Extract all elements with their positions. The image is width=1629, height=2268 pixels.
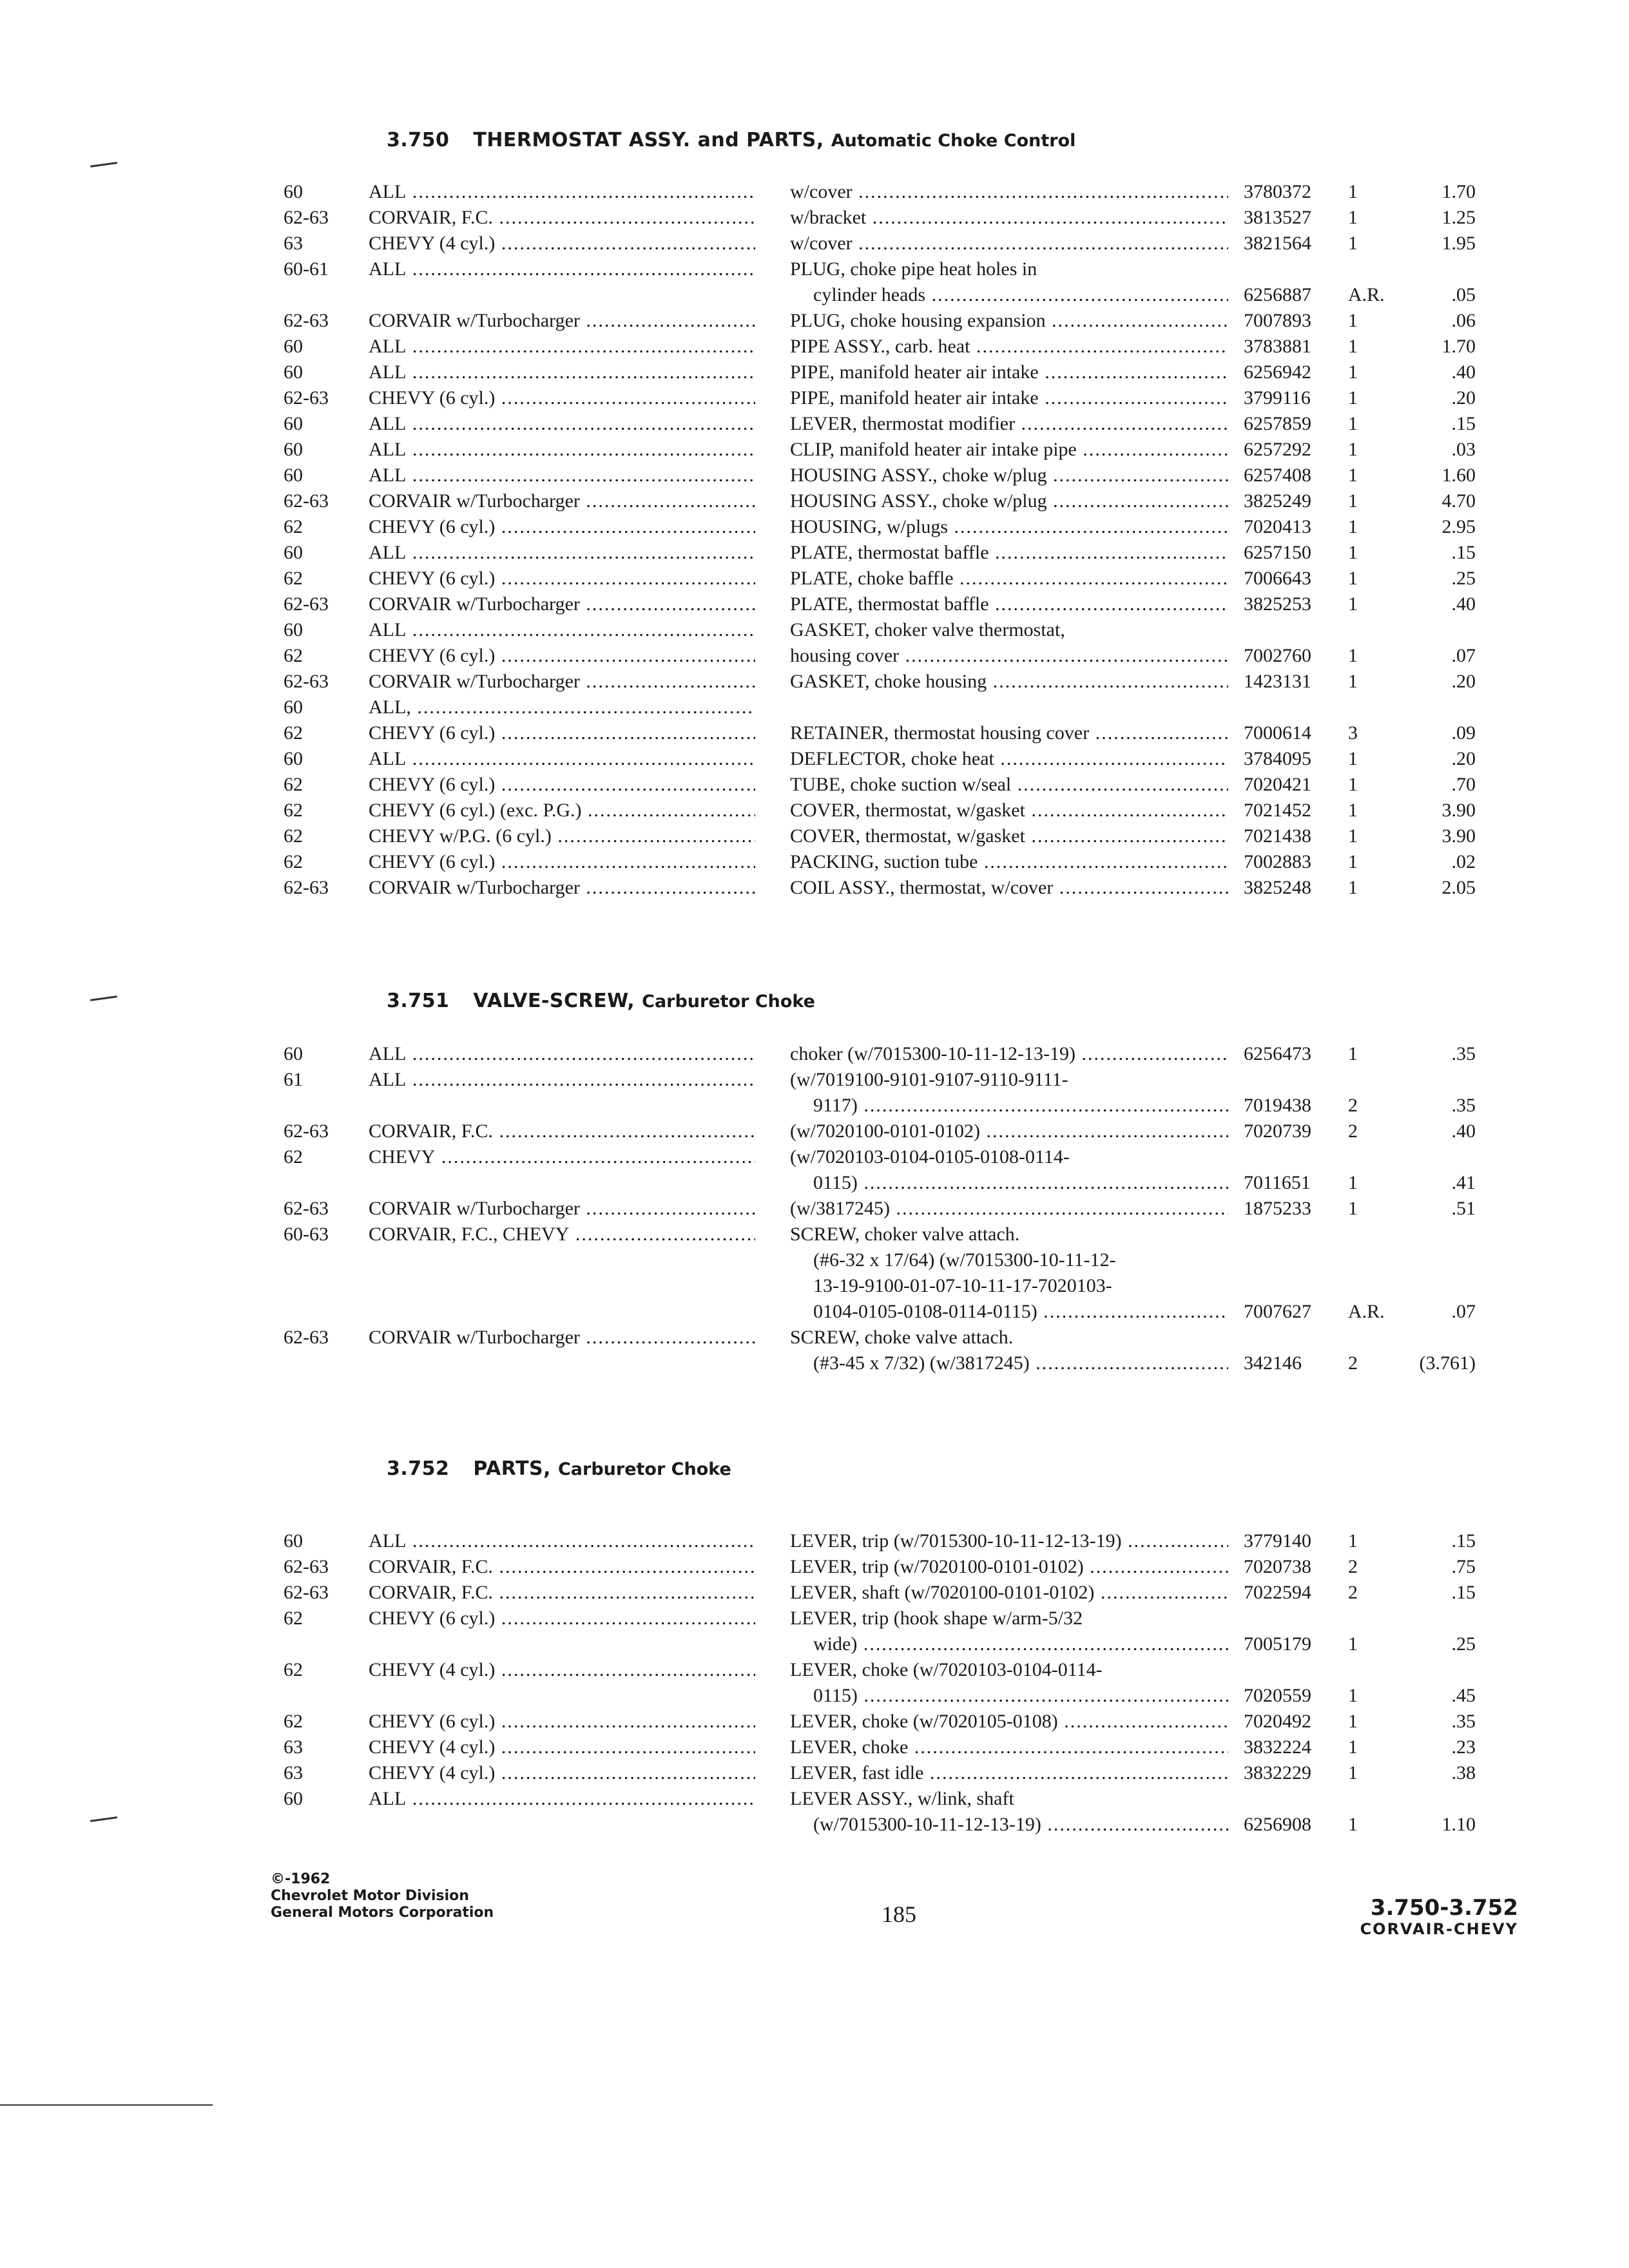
price-cell: .15 (1451, 1530, 1476, 1552)
application-cell: CORVAIR w/Turbocharger ..... (369, 875, 755, 901)
part-number-cell: 7007893 (1244, 310, 1311, 331)
part-number-cell: 3813527 (1244, 207, 1311, 228)
model-label: CORVAIR-CHEVY (1360, 1920, 1518, 1938)
description-cell: COVER, thermostat, w/gasket ..... (790, 823, 1228, 849)
quantity-cell: 1 (1348, 465, 1358, 486)
year-cell: 60 (284, 748, 303, 769)
quantity-cell: 1 (1348, 877, 1358, 898)
part-number-cell: 6256887 (1244, 284, 1311, 305)
part-number-cell: 1875233 (1244, 1198, 1311, 1219)
price-cell: (3.761) (1419, 1352, 1476, 1374)
quantity-cell: 1 (1348, 1198, 1358, 1219)
quantity-cell: 2 (1348, 1095, 1358, 1116)
price-cell: .15 (1451, 1582, 1476, 1603)
description-cell: LEVER, trip (w/7020100-0101-0102) ..... (790, 1554, 1228, 1580)
year-cell: 62-63 (284, 1120, 329, 1142)
year-cell: 60 (284, 542, 303, 563)
quantity-cell: 1 (1348, 1043, 1358, 1064)
price-cell: .15 (1451, 413, 1476, 434)
application-cell: ALL ..... (369, 437, 755, 463)
part-number-cell: 3821564 (1244, 233, 1311, 254)
year-cell: 62 (284, 1659, 303, 1680)
application-cell: ALL ..... (369, 1786, 755, 1812)
quantity-cell: 1 (1348, 490, 1358, 512)
quantity-cell: 1 (1348, 568, 1358, 589)
application-cell: CHEVY (6 cyl.) ..... (369, 566, 755, 591)
description-cell: LEVER, fast idle ..... (790, 1760, 1228, 1786)
section-range: 3.750-3.752 (1370, 1895, 1518, 1921)
application-cell: CORVAIR w/Turbocharger ..... (369, 1196, 755, 1222)
year-cell: 61 (284, 1069, 303, 1090)
description-cell: (w/7015300-10-11-12-13-19) ..... (813, 1812, 1228, 1838)
application-cell: CHEVY ..... (369, 1144, 755, 1170)
price-cell: .51 (1451, 1198, 1476, 1219)
description-cell: PACKING, suction tube ..... (790, 849, 1228, 875)
description-cell: PLATE, thermostat baffle ..... (790, 540, 1228, 566)
application-cell: ALL ..... (369, 746, 755, 772)
year-cell: 62 (284, 1711, 303, 1732)
year-cell: 60-63 (284, 1224, 329, 1245)
description-cell: LEVER ASSY., w/link, shaft (790, 1788, 1014, 1809)
description-cell: GASKET, choker valve thermostat, (790, 619, 1065, 640)
description-cell: LEVER, shaft (w/7020100-0101-0102) ..... (790, 1580, 1228, 1606)
year-cell: 63 (284, 1736, 303, 1758)
part-number-cell: 7011651 (1244, 1172, 1311, 1193)
application-cell: ALL ..... (369, 179, 755, 205)
application-cell: ALL ..... (369, 334, 755, 360)
price-cell: .20 (1451, 671, 1476, 692)
description-cell: PIPE, manifold heater air intake ..... (790, 385, 1228, 411)
part-number-cell: 3825253 (1244, 593, 1311, 615)
quantity-cell: 1 (1348, 413, 1358, 434)
year-cell: 63 (284, 1762, 303, 1783)
year-cell: 62-63 (284, 490, 329, 512)
quantity-cell: 1 (1348, 542, 1358, 563)
quantity-cell: 1 (1348, 593, 1358, 615)
year-cell: 60 (284, 413, 303, 434)
quantity-cell: A.R. (1348, 1301, 1385, 1322)
price-cell: .05 (1451, 284, 1476, 305)
quantity-cell: 1 (1348, 439, 1358, 460)
price-cell: .35 (1451, 1095, 1476, 1116)
application-cell: ALL ..... (369, 411, 755, 437)
description-cell: (#6-32 x 17/64) (w/7015300-10-11-12- (813, 1249, 1116, 1271)
application-cell: CORVAIR, F.C., CHEVY ..... (369, 1222, 755, 1247)
description-cell: cylinder heads ..... (813, 282, 1228, 308)
year-cell: 60 (284, 361, 303, 383)
part-number-cell: 7005179 (1244, 1633, 1311, 1655)
price-cell: .25 (1451, 568, 1476, 589)
quantity-cell: 1 (1348, 361, 1358, 383)
price-cell: .38 (1451, 1762, 1476, 1783)
description-cell: COVER, thermostat, w/gasket ..... (790, 798, 1228, 823)
margin-mark (0, 2104, 213, 2106)
part-number-cell: 7019438 (1244, 1095, 1311, 1116)
price-cell: .07 (1451, 645, 1476, 666)
application-cell: CHEVY (6 cyl.) ..... (369, 849, 755, 875)
quantity-cell: 1 (1348, 1633, 1358, 1655)
price-cell: 1.70 (1441, 336, 1476, 357)
part-number-cell: 7021438 (1244, 825, 1311, 847)
description-cell: w/cover ..... (790, 179, 1228, 205)
year-cell: 62 (284, 516, 303, 537)
description-cell: HOUSING, w/plugs ..... (790, 514, 1228, 540)
year-cell: 62-63 (284, 593, 329, 615)
application-cell: CHEVY (6 cyl.) ..... (369, 720, 755, 746)
price-cell: 1.95 (1441, 233, 1476, 254)
year-cell: 62-63 (284, 387, 329, 408)
margin-mark (90, 162, 117, 168)
price-cell: .02 (1451, 851, 1476, 872)
year-cell: 60 (284, 439, 303, 460)
quantity-cell: 1 (1348, 825, 1358, 847)
description-cell: LEVER, choke (w/7020105-0108) ..... (790, 1709, 1228, 1735)
application-cell: ALL ..... (369, 256, 755, 282)
price-cell: 4.70 (1441, 490, 1476, 512)
part-number-cell: 7020738 (1244, 1556, 1311, 1577)
description-cell: (w/7019100-9101-9107-9110-9111- (790, 1069, 1068, 1090)
section-title (387, 1457, 731, 1480)
year-cell: 60 (284, 336, 303, 357)
quantity-cell: 1 (1348, 336, 1358, 357)
description-cell: LEVER, trip (w/7015300-10-11-12-13-19) ..... (790, 1528, 1228, 1554)
year-cell: 62-63 (284, 207, 329, 228)
description-cell: (w/3817245) ..... (790, 1196, 1228, 1222)
part-number-cell: 6257292 (1244, 439, 1311, 460)
year-cell: 62 (284, 568, 303, 589)
quantity-cell: 1 (1348, 748, 1358, 769)
section-title (387, 129, 1075, 151)
year-cell: 60 (284, 181, 303, 202)
year-cell: 62-63 (284, 1198, 329, 1219)
description-cell: SCREW, choke valve attach. (790, 1327, 1014, 1348)
part-number-cell: 7006643 (1244, 568, 1311, 589)
quantity-cell: 1 (1348, 1711, 1358, 1732)
section-number: 3.750 (387, 129, 450, 151)
price-cell: .06 (1451, 310, 1476, 331)
part-number-cell: 7002883 (1244, 851, 1311, 872)
price-cell: 1.10 (1441, 1814, 1476, 1835)
section-heading: THERMOSTAT ASSY. and PARTS, (473, 129, 824, 151)
price-cell: .15 (1451, 542, 1476, 563)
year-cell: 62 (284, 774, 303, 795)
year-cell: 62 (284, 1608, 303, 1629)
section-subheading: Automatic Choke Control (831, 131, 1076, 151)
price-cell: .35 (1451, 1711, 1476, 1732)
part-number-cell: 7020739 (1244, 1120, 1311, 1142)
part-number-cell: 6256942 (1244, 361, 1311, 383)
quantity-cell: 1 (1348, 1172, 1358, 1193)
part-number-cell: 3832229 (1244, 1762, 1311, 1783)
price-cell: 2.95 (1441, 516, 1476, 537)
quantity-cell: 2 (1348, 1352, 1358, 1374)
application-cell: CORVAIR, F.C. ..... (369, 1554, 755, 1580)
part-number-cell: 7000614 (1244, 722, 1311, 744)
section-heading: VALVE-SCREW, (473, 990, 635, 1012)
quantity-cell: 2 (1348, 1120, 1358, 1142)
quantity-cell: A.R. (1348, 284, 1385, 305)
year-cell: 62 (284, 800, 303, 821)
year-cell: 62-63 (284, 877, 329, 898)
copyright: ©-1962 (271, 1871, 331, 1887)
part-number-cell: 342146 (1244, 1352, 1302, 1374)
year-cell: 60 (284, 619, 303, 640)
year-cell: 62 (284, 825, 303, 847)
price-cell: 3.90 (1441, 825, 1476, 847)
margin-mark (90, 995, 117, 1001)
application-cell: CHEVY (4 cyl.) ..... (369, 231, 755, 256)
price-cell: .40 (1451, 361, 1476, 383)
section-heading: PARTS, (473, 1457, 552, 1480)
application-cell: ALL ..... (369, 1067, 755, 1093)
part-number-cell: 6256908 (1244, 1814, 1311, 1835)
application-cell: ALL ..... (369, 540, 755, 566)
year-cell: 60-61 (284, 258, 329, 280)
price-cell: .20 (1451, 748, 1476, 769)
footer-copyright-block (271, 1871, 494, 1921)
part-number-cell: 3825249 (1244, 490, 1311, 512)
footer-section-block (1360, 1896, 1518, 1938)
application-cell: ALL, ..... (369, 695, 755, 720)
price-cell: .40 (1451, 1120, 1476, 1142)
price-cell: 2.05 (1441, 877, 1476, 898)
section-number: 3.751 (387, 990, 450, 1012)
price-cell: 3.90 (1441, 800, 1476, 821)
application-cell: CHEVY w/P.G. (6 cyl.) ..... (369, 823, 755, 849)
part-number-cell: 7020413 (1244, 516, 1311, 537)
application-cell: CHEVY (6 cyl.) ..... (369, 772, 755, 798)
description-cell: LEVER, trip (hook shape w/arm-5/32 (790, 1608, 1083, 1629)
price-cell: 1.70 (1441, 181, 1476, 202)
division: Chevrolet Motor Division (271, 1888, 469, 1904)
part-number-cell: 7002760 (1244, 645, 1311, 666)
price-cell: .70 (1451, 774, 1476, 795)
part-number-cell: 7021452 (1244, 800, 1311, 821)
quantity-cell: 1 (1348, 1736, 1358, 1758)
description-cell: 9117) ..... (813, 1093, 1228, 1119)
description-cell: w/cover ..... (790, 231, 1228, 256)
part-number-cell: 6256473 (1244, 1043, 1311, 1064)
price-cell: .03 (1451, 439, 1476, 460)
description-cell: (#3-45 x 7/32) (w/3817245) ..... (813, 1350, 1228, 1376)
quantity-cell: 1 (1348, 774, 1358, 795)
description-cell: LEVER, choke ..... (790, 1735, 1228, 1760)
application-cell: CORVAIR, F.C. ..... (369, 1580, 755, 1606)
part-number-cell: 7022594 (1244, 1582, 1311, 1603)
application-cell: CHEVY (4 cyl.) ..... (369, 1735, 755, 1760)
quantity-cell: 1 (1348, 1530, 1358, 1552)
description-cell: RETAINER, thermostat housing cover ..... (790, 720, 1228, 746)
year-cell: 62-63 (284, 671, 329, 692)
description-cell: PLUG, choke pipe heat holes in (790, 258, 1037, 280)
description-cell: 13-19-9100-01-07-10-11-17-7020103- (813, 1275, 1112, 1296)
part-number-cell: 3784095 (1244, 748, 1311, 769)
part-number-cell: 3799116 (1244, 387, 1311, 408)
part-number-cell: 7007627 (1244, 1301, 1311, 1322)
application-cell: CHEVY (6 cyl.) ..... (369, 1709, 755, 1735)
application-cell: CORVAIR w/Turbocharger ..... (369, 488, 755, 514)
price-cell: .07 (1451, 1301, 1476, 1322)
description-cell: choker (w/7015300-10-11-12-13-19) ..... (790, 1041, 1228, 1067)
quantity-cell: 2 (1348, 1556, 1358, 1577)
application-cell: CORVAIR w/Turbocharger ..... (369, 591, 755, 617)
application-cell: ALL ..... (369, 1041, 755, 1067)
part-number-cell: 1423131 (1244, 671, 1311, 692)
quantity-cell: 3 (1348, 722, 1358, 744)
quantity-cell: 1 (1348, 851, 1358, 872)
description-cell: PLATE, thermostat baffle ..... (790, 591, 1228, 617)
part-number-cell: 7020421 (1244, 774, 1311, 795)
year-cell: 62-63 (284, 1582, 329, 1603)
quantity-cell: 1 (1348, 671, 1358, 692)
quantity-cell: 1 (1348, 1685, 1358, 1706)
description-cell: LEVER, choke (w/7020103-0104-0114- (790, 1659, 1103, 1680)
price-cell: .20 (1451, 387, 1476, 408)
part-number-cell: 3825248 (1244, 877, 1311, 898)
part-number-cell: 3780372 (1244, 181, 1311, 202)
part-number-cell: 6257408 (1244, 465, 1311, 486)
description-cell: (w/7020103-0104-0105-0108-0114- (790, 1146, 1070, 1168)
application-cell: CORVAIR w/Turbocharger ..... (369, 1325, 755, 1350)
year-cell: 60 (284, 697, 303, 718)
application-cell: CHEVY (4 cyl.) ..... (369, 1760, 755, 1786)
application-cell: ALL ..... (369, 360, 755, 385)
year-cell: 62-63 (284, 1556, 329, 1577)
application-cell: CORVAIR w/Turbocharger ..... (369, 308, 755, 334)
quantity-cell: 1 (1348, 233, 1358, 254)
description-cell: wide) ..... (813, 1631, 1228, 1657)
corporation: General Motors Corporation (271, 1905, 494, 1921)
price-cell: .25 (1451, 1633, 1476, 1655)
part-number-cell: 7020492 (1244, 1711, 1311, 1732)
part-number-cell: 3779140 (1244, 1530, 1311, 1552)
description-cell: housing cover ..... (790, 643, 1228, 669)
description-cell: TUBE, choke suction w/seal ..... (790, 772, 1228, 798)
description-cell: PLUG, choke housing expansion ..... (790, 308, 1228, 334)
description-cell: GASKET, choke housing ..... (790, 669, 1228, 695)
application-cell: CHEVY (6 cyl.) ..... (369, 514, 755, 540)
price-cell: .40 (1451, 593, 1476, 615)
price-cell: .75 (1451, 1556, 1476, 1577)
year-cell: 60 (284, 1043, 303, 1064)
price-cell: 1.60 (1441, 465, 1476, 486)
quantity-cell: 1 (1348, 207, 1358, 228)
year-cell: 62-63 (284, 310, 329, 331)
year-cell: 62 (284, 645, 303, 666)
application-cell: ALL ..... (369, 1528, 755, 1554)
year-cell: 62 (284, 722, 303, 744)
year-cell: 60 (284, 465, 303, 486)
year-cell: 60 (284, 1530, 303, 1552)
page-number: 185 (882, 1901, 916, 1927)
year-cell: 60 (284, 1788, 303, 1809)
description-cell: PIPE ASSY., carb. heat ..... (790, 334, 1228, 360)
section-subheading: Carburetor Choke (642, 992, 815, 1012)
section-title (387, 990, 815, 1012)
application-cell: CORVAIR, F.C. ..... (369, 1119, 755, 1144)
quantity-cell: 1 (1348, 181, 1358, 202)
section-subheading: Carburetor Choke (557, 1459, 731, 1479)
quantity-cell: 2 (1348, 1582, 1358, 1603)
description-cell: (w/7020100-0101-0102) ..... (790, 1119, 1228, 1144)
description-cell: 0115) ..... (813, 1683, 1228, 1709)
year-cell: 62 (284, 1146, 303, 1168)
application-cell: CHEVY (4 cyl.) ..... (369, 1657, 755, 1683)
quantity-cell: 1 (1348, 1814, 1358, 1835)
year-cell: 62 (284, 851, 303, 872)
margin-mark (90, 1816, 117, 1822)
application-cell: CHEVY (6 cyl.) ..... (369, 643, 755, 669)
quantity-cell: 1 (1348, 310, 1358, 331)
year-cell: 63 (284, 233, 303, 254)
price-cell: .35 (1451, 1043, 1476, 1064)
quantity-cell: 1 (1348, 516, 1358, 537)
price-cell: .09 (1451, 722, 1476, 744)
description-cell: HOUSING ASSY., choke w/plug ..... (790, 463, 1228, 488)
quantity-cell: 1 (1348, 1762, 1358, 1783)
application-cell: ALL ..... (369, 463, 755, 488)
application-cell: CORVAIR w/Turbocharger ..... (369, 669, 755, 695)
part-number-cell: 3783881 (1244, 336, 1311, 357)
description-cell: COIL ASSY., thermostat, w/cover ..... (790, 875, 1228, 901)
quantity-cell: 1 (1348, 387, 1358, 408)
description-cell: CLIP, manifold heater air intake pipe ..... (790, 437, 1228, 463)
application-cell: CHEVY (6 cyl.) ..... (369, 385, 755, 411)
description-cell: 0115) ..... (813, 1170, 1228, 1196)
price-cell: .41 (1451, 1172, 1476, 1193)
part-number-cell: 6257859 (1244, 413, 1311, 434)
application-cell: CHEVY (6 cyl.) ..... (369, 1606, 755, 1631)
price-cell: .45 (1451, 1685, 1476, 1706)
section-number: 3.752 (387, 1457, 450, 1480)
part-number-cell: 7020559 (1244, 1685, 1311, 1706)
description-cell: PIPE, manifold heater air intake ..... (790, 360, 1228, 385)
part-number-cell: 6257150 (1244, 542, 1311, 563)
description-cell: 0104-0105-0108-0114-0115) ..... (813, 1299, 1228, 1325)
price-cell: .23 (1451, 1736, 1476, 1758)
application-cell: CORVAIR, F.C. ..... (369, 205, 755, 231)
application-cell: CHEVY (6 cyl.) (exc. P.G.) ..... (369, 798, 755, 823)
price-cell: 1.25 (1441, 207, 1476, 228)
description-cell: HOUSING ASSY., choke w/plug ..... (790, 488, 1228, 514)
quantity-cell: 1 (1348, 645, 1358, 666)
description-cell: w/bracket ..... (790, 205, 1228, 231)
quantity-cell: 1 (1348, 800, 1358, 821)
application-cell: ALL ..... (369, 617, 755, 643)
year-cell: 62-63 (284, 1327, 329, 1348)
description-cell: PLATE, choke baffle ..... (790, 566, 1228, 591)
description-cell: SCREW, choker valve attach. (790, 1224, 1020, 1245)
description-cell: DEFLECTOR, choke heat ..... (790, 746, 1228, 772)
part-number-cell: 3832224 (1244, 1736, 1311, 1758)
description-cell: LEVER, thermostat modifier ..... (790, 411, 1228, 437)
